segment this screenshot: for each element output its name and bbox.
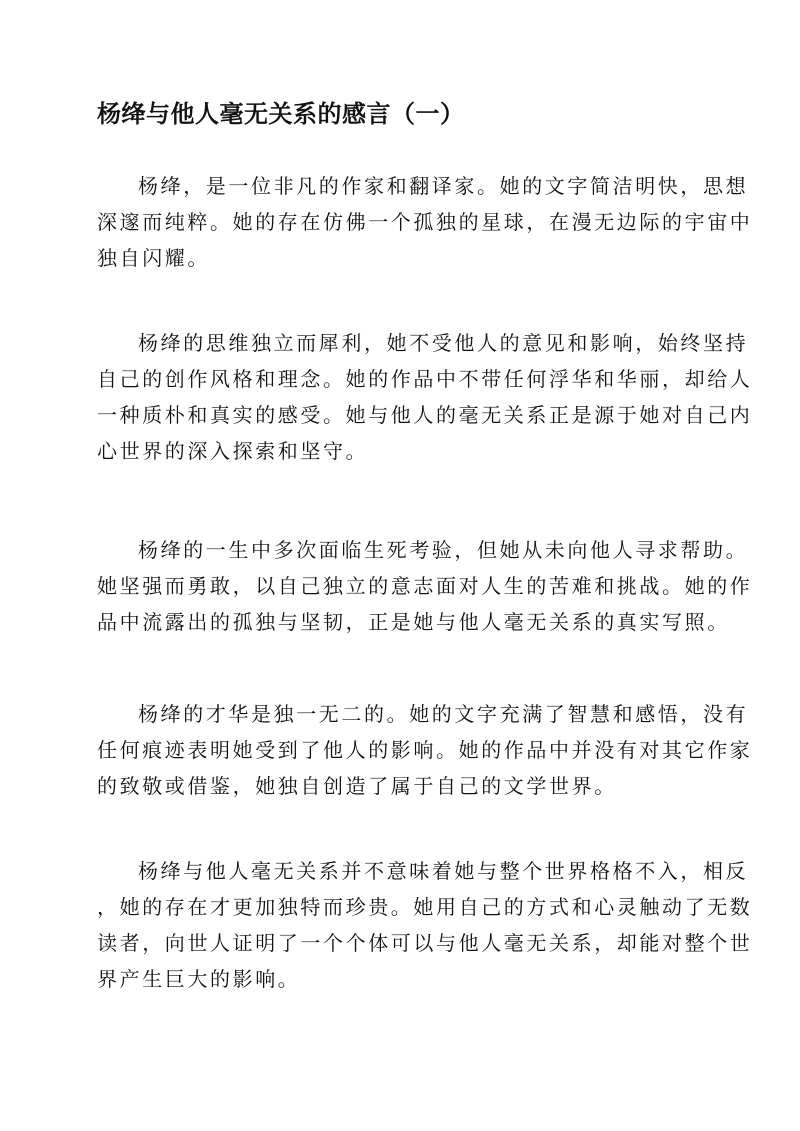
paragraph-line: 杨绛的才华是独一无二的。她的文字充满了智慧和感悟，没有	[138, 702, 749, 726]
paragraph-4	[97, 696, 753, 804]
paragraph-line: 深邃而纯粹。她的存在仿佛一个孤独的星球，在漫无边际的宇宙中	[97, 210, 753, 234]
paragraph-line: 品中流露出的孤独与坚韧，正是她与他人毫无关系的真实写照。	[97, 610, 730, 634]
paragraph-line: 界产生巨大的影响。	[97, 967, 301, 991]
paragraph-line: 读者，向世人证明了一个个体可以与他人毫无关系，却能对整个世	[97, 931, 753, 955]
paragraph-3	[97, 532, 753, 640]
paragraph-line: 独自闪耀。	[97, 246, 210, 270]
paragraph-line: 任何痕迹表明她受到了他人的影响。她的作品中并没有对其它作家	[97, 738, 753, 762]
paragraph-1	[97, 168, 753, 276]
paragraph-line: 自己的创作风格和理念。她的作品中不带任何浮华和华丽，却给人	[97, 367, 753, 391]
paragraph-line: 一种质朴和真实的感受。她与他人的毫无关系正是源于她对自己内	[97, 403, 753, 427]
paragraph-line: 杨绛的思维独立而犀利，她不受他人的意见和影响，始终坚持	[138, 331, 749, 355]
paragraph-2	[97, 325, 753, 469]
paragraph-5	[97, 853, 753, 997]
paragraph-line: 杨绛的一生中多次面临生死考验，但她从未向他人寻求帮助。	[138, 538, 749, 562]
paragraph-line: 的致敬或借鉴，她独自创造了属于自己的文学世界。	[97, 774, 617, 798]
paragraph-line: 心世界的深入探索和坚守。	[97, 439, 369, 463]
paragraph-line: 她坚强而勇敢，以自己独立的意志面对人生的苦难和挑战。她的作	[97, 574, 753, 598]
document-title: 杨绛与他人毫无关系的感言（一）	[97, 99, 465, 128]
paragraph-line: 杨绛，是一位非凡的作家和翻译家。她的文字简洁明快，思想	[138, 174, 749, 198]
paragraph-line: ，她的存在才更加独特而珍贵。她用自己的方式和心灵触动了无数	[97, 895, 753, 919]
paragraph-line: 杨绛与他人毫无关系并不意味着她与整个世界格格不入，相反	[138, 859, 749, 883]
